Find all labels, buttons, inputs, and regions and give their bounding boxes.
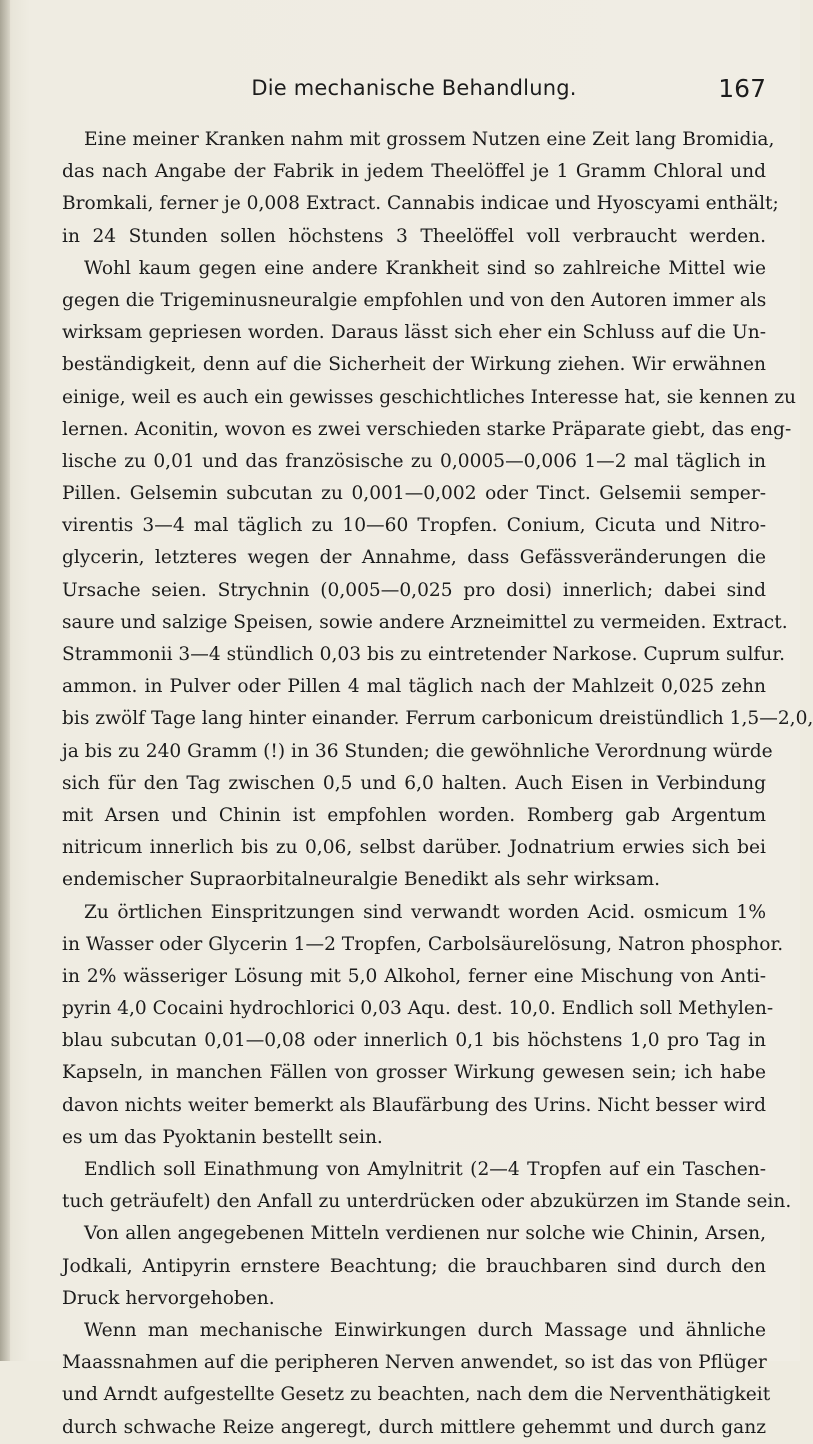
text-line: in Wasser oder Glycerin 1—2 Tropfen, Carbolsäurelösung, Natron phosphor. — [62, 933, 784, 955]
text-line: das nach Angabe der Fabrik in jedem Theelöffel je 1 Gramm Chloral und — [62, 161, 766, 183]
text-line: saure und salzige Speisen, sowie andere Arzneimittel zu vermeiden. Extract. — [62, 611, 788, 633]
text-line: einige, weil es auch ein gewisses geschichtliches Interesse hat, sie kennen zu — [62, 386, 796, 408]
text-line: in 2% wässeriger Lösung mit 5,0 Alkohol, ferner eine Mischung von Anti- — [62, 965, 766, 987]
body-text — [62, 124, 813, 1444]
page-gutter-shadow — [0, 0, 10, 1361]
text-line: Wenn man mechanische Einwirkungen durch Massage und ähnliche — [84, 1319, 766, 1341]
text-line: Endlich soll Einathmung von Amylnitrit (2—4 Tropfen auf ein Taschen- — [84, 1159, 766, 1180]
text-line: in 24 Stunden sollen höchstens 3 Theelöffel voll verbraucht werden. — [62, 225, 766, 247]
text-line: mit Arsen und Chinin ist empfohlen worden. Romberg gab Argentum — [62, 804, 766, 826]
page-number: 167 — [718, 74, 766, 103]
text-line: Zu örtlichen Einspritzungen sind verwandt worden Acid. osmicum 1% — [84, 901, 766, 923]
text-line: glycerin, letzteres wegen der Annahme, dass Gefässveränderungen die — [62, 547, 766, 569]
text-line: durch schwache Reize angeregt, durch mittlere gehemmt und durch ganz — [62, 1416, 766, 1438]
text-line: Druck hervorgehoben. — [62, 1287, 275, 1309]
text-line: sich für den Tag zwischen 0,5 und 6,0 halten. Auch Eisen in Verbindung — [62, 772, 766, 794]
text-line: Jodkali, Antipyrin ernstere Beachtung; die brauchbaren sind durch den — [62, 1255, 766, 1277]
text-line: Ursache seien. Strychnin (0,005—0,025 pro dosi) innerlich; dabei sind — [62, 579, 766, 601]
text-line: ja bis zu 240 Gramm (!) in 36 Stunden; die gewöhnliche Verordnung würde — [62, 740, 773, 762]
text-line: ammon. in Pulver oder Pillen 4 mal täglich nach der Mahlzeit 0,025 zehn — [62, 676, 766, 698]
text-line: Wohl kaum gegen eine andere Krankheit sind so zahlreiche Mittel wie — [84, 257, 766, 279]
text-line: und Arndt aufgestellte Gesetz zu beachten, nach dem die Nerventhätigkeit — [62, 1384, 771, 1406]
text-line: endemischer Supraorbitalneuralgie Benedikt als sehr wirksam. — [62, 869, 660, 891]
text-line: gegen die Trigeminusneuralgie empfohlen und von den Autoren immer als — [62, 289, 767, 311]
text-line: tuch geträufelt) den Anfall zu unterdrücken oder abzukürzen im Stande sein. — [62, 1191, 792, 1213]
page-header — [62, 74, 766, 108]
text-line: lische zu 0,01 und das französische zu 0,0005—0,006 1—2 mal täglich in — [62, 450, 766, 472]
text-line: Strammonii 3—4 stündlich 0,03 bis zu eintretender Narkose. Cuprum sulfur. — [62, 644, 786, 665]
text-line: Bromkali, ferner je 0,008 Extract. Cannabis indicae und Hyoscyami enthält; — [62, 193, 779, 215]
text-line: wirksam gepriesen worden. Daraus lässt sich eher ein Schluss auf die Un- — [62, 322, 766, 344]
text-line: Pillen. Gelsemin subcutan zu 0,001—0,002 oder Tinct. Gelsemii semper- — [62, 483, 766, 505]
text-line: pyrin 4,0 Cocaini hydrochlorici 0,03 Aqu. dest. 10,0. Endlich soll Methylen- — [62, 998, 774, 1020]
text-line: nitricum innerlich bis zu 0,06, selbst darüber. Jodnatrium erwies sich bei — [62, 837, 766, 859]
text-line: Maassnahmen auf die peripheren Nerven anwendet, so ist das von Pflüger — [62, 1352, 767, 1374]
text-line: Eine meiner Kranken nahm mit grossem Nutzen eine Zeit lang Bromidia, — [84, 129, 775, 150]
text-line: davon nichts weiter bemerkt als Blaufärbung des Urins. Nicht besser wird — [62, 1094, 766, 1116]
text-line: virentis 3—4 mal täglich zu 10—60 Tropfen. Conium, Cicuta und Nitro- — [62, 515, 766, 537]
text-line: Von allen angegebenen Mitteln verdienen nur solche wie Chinin, Arsen, — [84, 1223, 766, 1245]
text-line: blau subcutan 0,01—0,08 oder innerlich 0,1 bis höchstens 1,0 pro Tag in — [62, 1030, 766, 1052]
text-line: es um das Pyoktanin bestellt sein. — [62, 1126, 383, 1148]
text-line: bis zwölf Tage lang hinter einander. Ferrum carbonicum dreistündlich 1,5—2,0, — [62, 708, 813, 730]
text-line: beständigkeit, denn auf die Sicherheit der Wirkung ziehen. Wir erwähnen — [62, 354, 766, 376]
text-line: lernen. Aconitin, wovon es zwei verschieden starke Präparate giebt, das eng- — [62, 418, 792, 440]
running-title: Die mechanische Behandlung. — [251, 76, 577, 100]
text-line: Kapseln, in manchen Fällen von grosser Wirkung gewesen sein; ich habe — [62, 1062, 766, 1084]
